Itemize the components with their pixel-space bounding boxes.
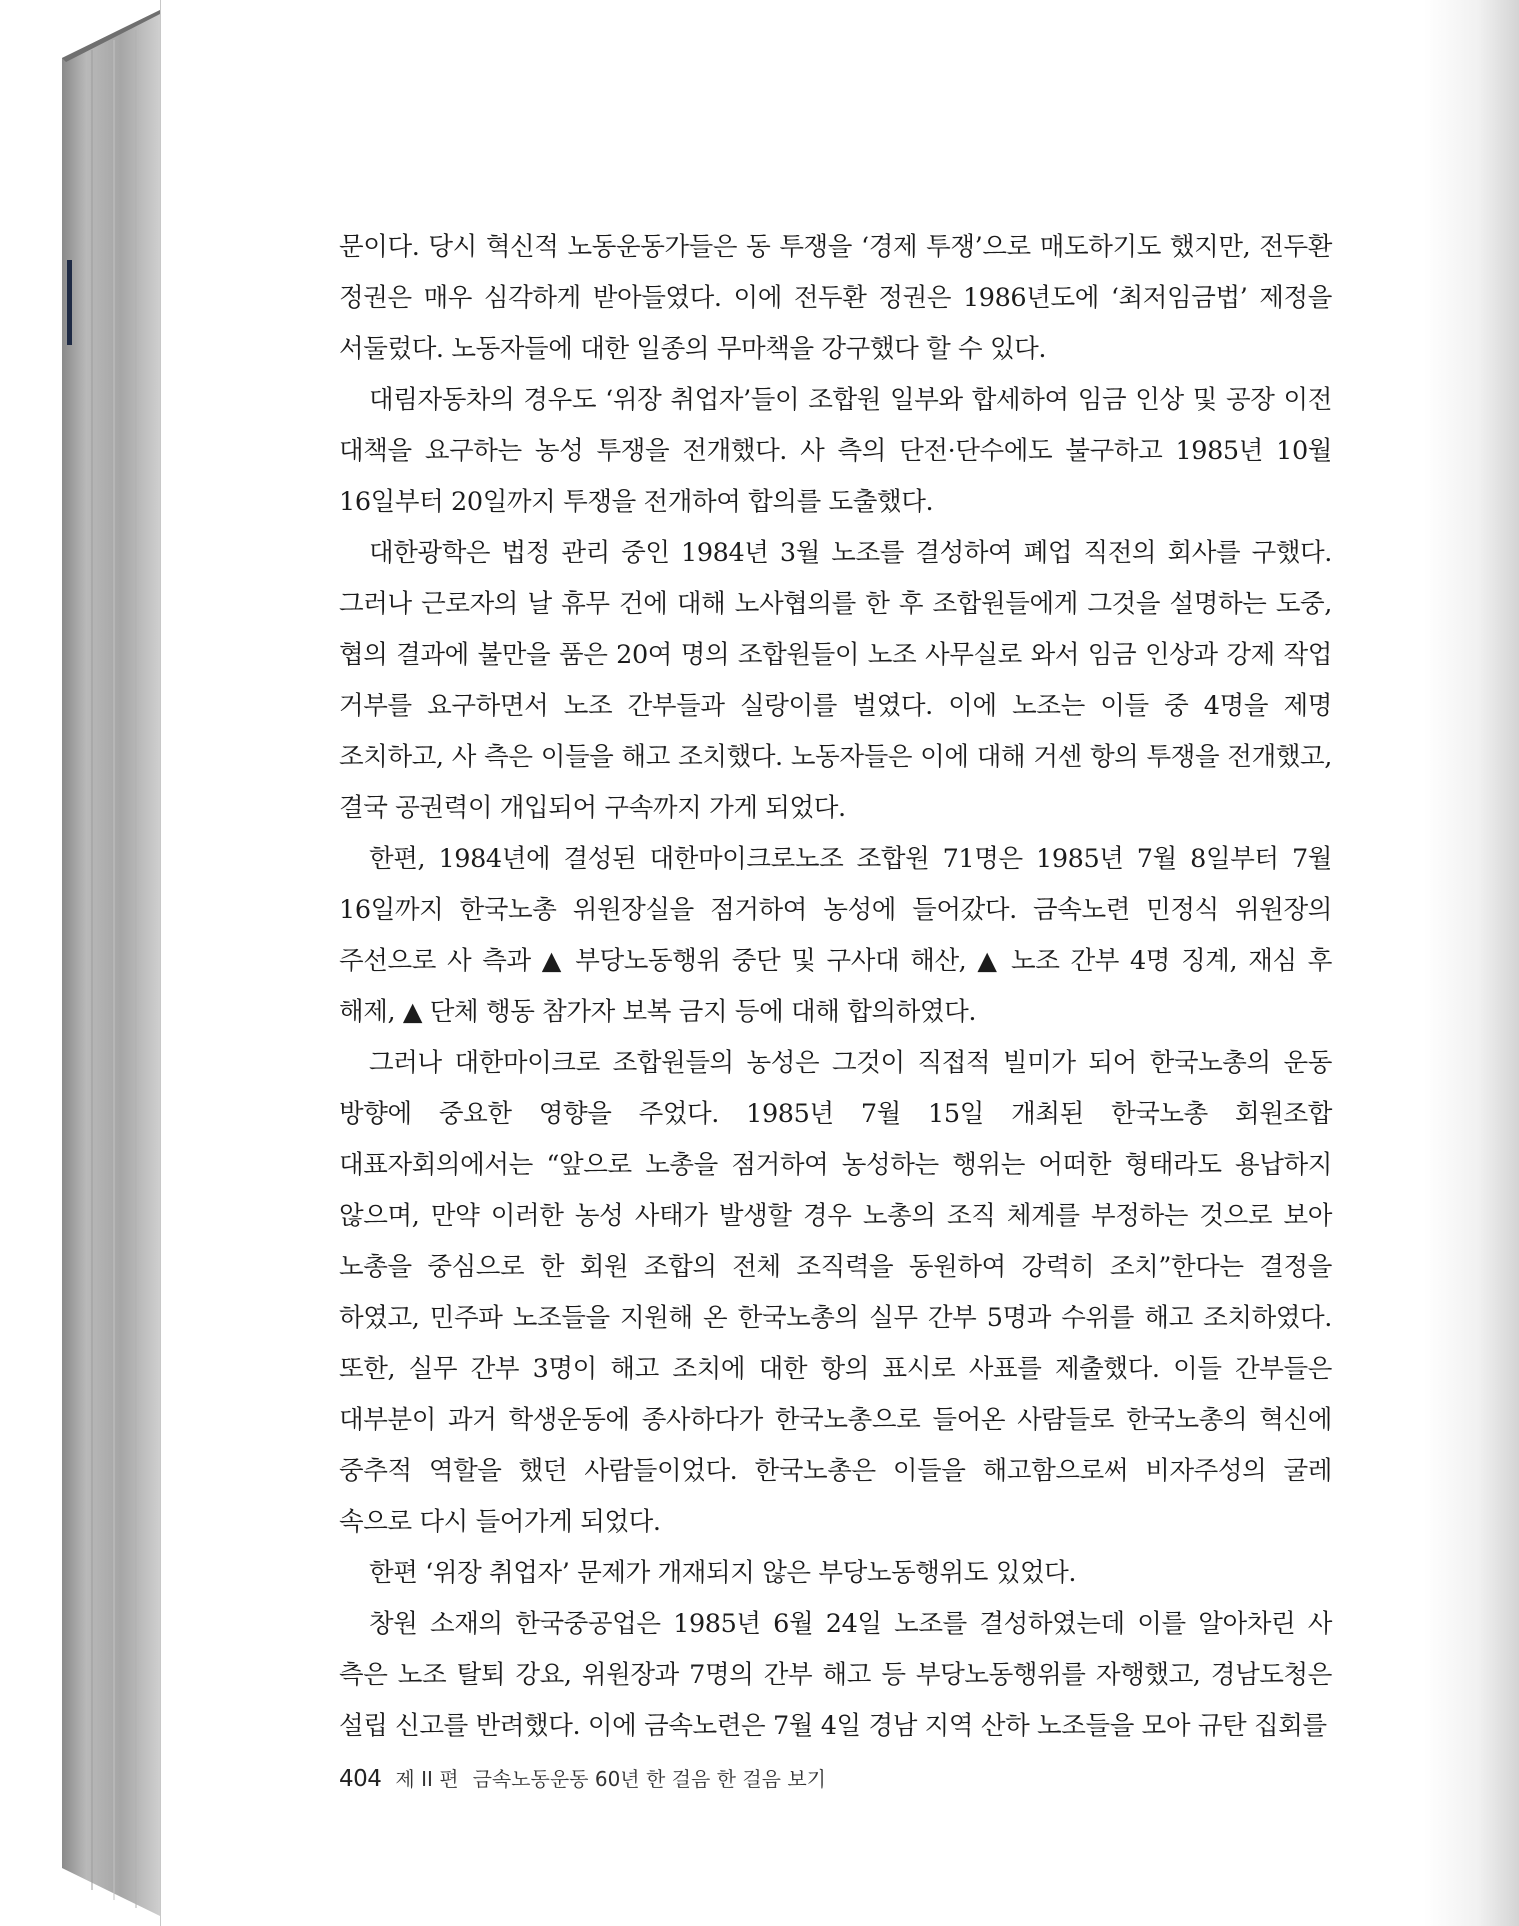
body-text (339, 222, 1332, 1752)
section-label: 제 II 편 (395, 1767, 459, 1791)
book-spine-edge (62, 10, 162, 1916)
paragraph-1: 문이다. 당시 혁신적 노동운동가들은 동 투쟁을 ‘경제 투쟁’으로 매도하기도 했지만, 전두환 정권은 매우 심각하게 받아들였다. 이에 전두환 정권은 1986년도에 ‘최저임금법’ 제정을 서둘렀다. 노동자들에 대한 일종의 무마책을 강구했다 할 수 있다. (339, 232, 1332, 364)
book-edge-graphic (62, 10, 162, 1916)
page-number: 404 (339, 1766, 382, 1792)
page-footer (339, 1763, 826, 1792)
paragraph-2: 대림자동차의 경우도 ‘위장 취업자’들이 조합원 일부와 합세하여 임금 인상 및 공장 이전 대책을 요구하는 농성 투쟁을 전개했다. 사 측의 단전·단수에도 불구하고 1985년 10월 16일부터 20일까지 투쟁을 전개하여 합의를 도출했다. (339, 385, 1332, 517)
paragraph-3: 대한광학은 법정 관리 중인 1984년 3월 노조를 결성하여 폐업 직전의 회사를 구했다. 그러나 근로자의 날 휴무 건에 대해 노사협의를 한 후 조합원들에게 그것을 설명하는 도중, 협의 결과에 불만을 품은 20여 명의 조합원들이 노조 사무실로 와서 임금 인상과 강제 작업 거부를 요구하면서 노조 간부들과 실랑이를 벌였다. 이에 노조는 이들 중 4명을 제명 조치하고, 사 측은 이들을 해고 조치했다. 노동자들은 이에 대해 거센 항의 투쟁을 전개했고, 결국 공권력이 개입되어 구속까지 가게 되었다. (339, 538, 1332, 823)
book-title: 금속노동운동 60년 한 걸음 한 걸음 보기 (472, 1767, 826, 1791)
paragraph-6: 한편 ‘위장 취업자’ 문제가 개재되지 않은 부당노동행위도 있었다. (369, 1558, 1077, 1588)
paragraph-5: 그러나 대한마이크로 조합원들의 농성은 그것이 직접적 빌미가 되어 한국노총의 운동 방향에 중요한 영향을 주었다. 1985년 7월 15일 개최된 한국노총 회원조합 대표자회의에서는 “앞으로 노총을 점거하여 농성하는 행위는 어떠한 형태라도 용납하지 않으며, 만약 이러한 농성 사태가 발생할 경우 노총의 조직 체계를 부정하는 것으로 보아 노총을 중심으로 한 회원 조합의 전체 조직력을 동원하여 강력히 조치”한다는 결정을 하였고, 민주파 노조들을 지원해 온 한국노총의 실무 간부 5명과 수위를 해고 조치하였다. 또한, 실무 간부 3명이 해고 조치에 대한 항의 표시로 사표를 제출했다. 이들 간부들은 대부분이 과거 학생운동에 종사하다가 한국노총으로 들어온 사람들로 한국노총의 혁신에 중추적 역할을 했던 사람들이었다. 한국노총은 이들을 해고함으로써 비자주성의 굴레 속으로 다시 들어가게 되었다. (339, 1048, 1332, 1537)
paragraph-7: 창원 소재의 한국중공업은 1985년 6월 24일 노조를 결성하였는데 이를 알아차린 사 측은 노조 탈퇴 강요, 위원장과 7명의 간부 해고 등 부당노동행위를 자행했고, 경남도청은 설립 신고를 반려했다. 이에 금속노련은 7월 4일 경남 지역 산하 노조들을 모아 규탄 집회를 (339, 1609, 1332, 1741)
paragraph-4: 한편, 1984년에 결성된 대한마이크로노조 조합원 71명은 1985년 7월 8일부터 7월 16일까지 한국노총 위원장실을 점거하여 농성에 들어갔다. 금속노련 민정식 위원장의 주선으로 사 측과 ▲ 부당노동행위 중단 및 구사대 해산, ▲ 노조 간부 4명 징계, 재심 후 해제, ▲ 단체 행동 참가자 보복 금지 등에 대해 합의하였다. (339, 844, 1332, 1027)
